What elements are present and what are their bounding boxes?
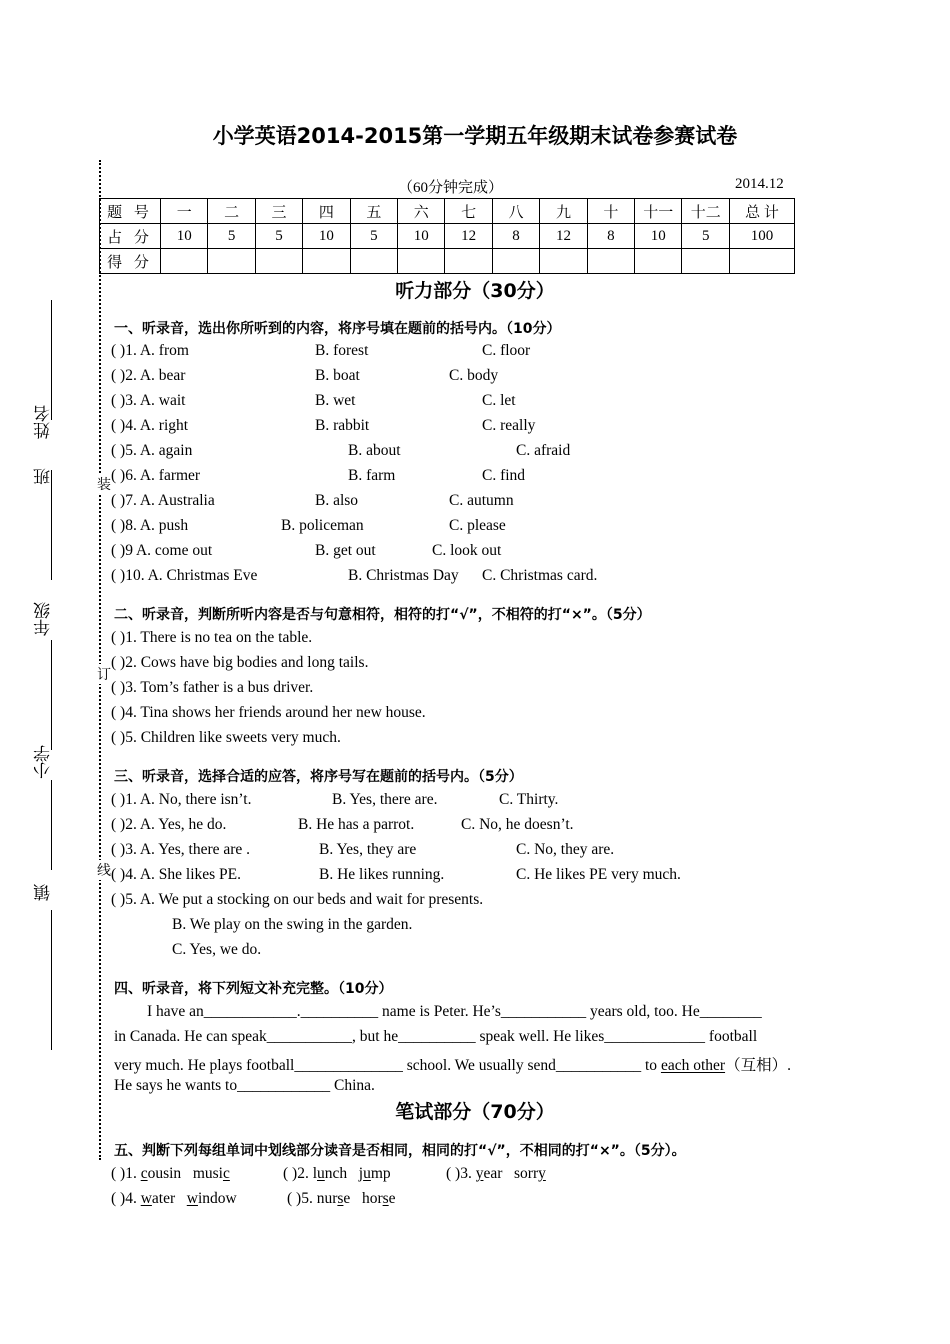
table-cell: 8	[492, 224, 539, 249]
question-number: ( )7. A. Australia	[111, 492, 215, 509]
option-b: B. also	[315, 492, 359, 509]
score-entry-cell[interactable]	[303, 249, 350, 274]
statement-item: ( )1. There is no tea on the table.	[111, 629, 313, 646]
option-c: C. body	[449, 367, 499, 384]
phonics-item: ( )1. cousin music	[111, 1165, 230, 1182]
table-cell: 三	[255, 199, 302, 224]
option-c: C. No, he doesn’t.	[461, 816, 574, 833]
option-c: C. Christmas card.	[482, 567, 598, 584]
score-entry-cell[interactable]	[587, 249, 634, 274]
phonics-item: ( )3. year sorry	[446, 1165, 546, 1182]
option-b: B. boat	[315, 367, 360, 384]
option-b: B. get out	[315, 542, 376, 559]
table-cell: 5	[255, 224, 302, 249]
table-cell: 十	[587, 199, 634, 224]
table-cell: 五	[350, 199, 397, 224]
listening-part-title: 听力部分（30分）	[395, 280, 555, 302]
school-blank-line	[51, 780, 52, 870]
name-label: 姓名	[34, 405, 54, 439]
section-3-title: 三、听录音，选择合适的应答，将序号写在题前的括号内。（5分）	[114, 769, 523, 785]
table-cell: 100	[730, 224, 795, 249]
option-c: C. He likes PE very much.	[516, 866, 681, 883]
grade-blank-line	[51, 640, 52, 750]
option-c: C. afraid	[516, 442, 571, 459]
option-b: B. farm	[348, 467, 396, 484]
table-cell: 二	[208, 199, 255, 224]
score-table	[99, 198, 795, 274]
table-cell: 七	[445, 199, 492, 224]
table-cell: 12	[540, 224, 587, 249]
option-c: C. autumn	[449, 492, 514, 509]
section-1-title: 一、听录音，选出你所听到的内容，将序号填在题前的括号内。（10分）	[114, 321, 561, 337]
score-entry-cell[interactable]	[208, 249, 255, 274]
question-number: ( )9 A. come out	[111, 542, 213, 559]
score-entry-cell[interactable]	[540, 249, 587, 274]
option-c: C. please	[449, 517, 506, 534]
time-note: （60分钟完成）	[398, 180, 504, 196]
binding-mark-ding: 订	[95, 664, 113, 684]
table-cell: 占 分	[100, 224, 161, 249]
option-b: B. Christmas Day	[348, 567, 459, 584]
question-number: ( )3. A. wait	[111, 392, 186, 409]
binding-mark-xian: 线	[95, 860, 113, 880]
table-cell: 5	[350, 224, 397, 249]
score-entry-cell[interactable]	[730, 249, 795, 274]
section-4-title: 四、听录音，将下列短文补充完整。（10分）	[114, 981, 393, 997]
exam-title: 小学英语2014-2015第一学期五年级期末试卷参赛试卷	[212, 124, 738, 148]
table-cell: 10	[398, 224, 445, 249]
section-5-title: 五、判断下列每组单词中划线部分读音是否相同，相同的打“√”，不相同的打“×”。（5分）。	[114, 1143, 686, 1159]
option-c: C. Yes, we do.	[172, 941, 262, 958]
statement-item: ( )4. Tina shows her friends around her new house.	[111, 704, 426, 721]
underlined-phrase: each other	[660, 1057, 726, 1074]
table-cell: 九	[540, 199, 587, 224]
table-cell: 总 计	[730, 199, 795, 224]
option-c: C. floor	[482, 342, 531, 359]
score-entry-cell[interactable]	[635, 249, 682, 274]
question-number: ( )5. A. again	[111, 442, 193, 459]
exam-date: 2014.12	[735, 176, 784, 192]
statement-item: ( )5. Children like sweets very much.	[111, 729, 341, 746]
option-b: B. We play on the swing in the garden.	[172, 916, 413, 933]
table-cell: 十一	[635, 199, 682, 224]
cloze-text: very much. He plays football______________ school. We usually send___________ to	[114, 1057, 661, 1074]
table-cell: 8	[587, 224, 634, 249]
class-blank-line	[51, 470, 52, 580]
option-b: B. He has a parrot.	[298, 816, 415, 833]
option-b: B. He likes running.	[319, 866, 445, 883]
option-c: C. look out	[432, 542, 502, 559]
option-b: B. Yes, they are	[319, 841, 417, 858]
option-b: B. about	[348, 442, 401, 459]
score-table-score-row	[100, 249, 795, 274]
cloze-line: I have an____________.__________ name is Peter. He’s___________ years old, too. He________	[147, 1003, 762, 1020]
question-number: ( )8. A. push	[111, 517, 189, 534]
score-entry-cell[interactable]	[350, 249, 397, 274]
option-c: C. No, they are.	[516, 841, 615, 858]
phonics-item: ( )2. lunch jump	[283, 1165, 391, 1182]
question-number: ( )4. A. She likes PE.	[111, 866, 242, 883]
table-cell: 十二	[682, 199, 730, 224]
score-entry-cell[interactable]	[255, 249, 302, 274]
class-label: 班	[34, 468, 54, 485]
cloze-line	[114, 1053, 791, 1075]
option-b: B. forest	[315, 342, 369, 359]
grade-label: 年级	[34, 602, 54, 636]
question-number: ( )5. A. We put a stocking on our beds and wait for presents.	[111, 891, 484, 908]
binding-dotted-line	[99, 160, 101, 1160]
statement-item: ( )3. Tom’s father is a bus driver.	[111, 679, 314, 696]
question-number: ( )3. A. Yes, there are .	[111, 841, 251, 858]
cloze-text: （互相）.	[725, 1057, 791, 1074]
question-number: ( )6. A. farmer	[111, 467, 201, 484]
option-b: B. rabbit	[315, 417, 370, 434]
section-2-title: 二、听录音，判断所听内容是否与句意相符，相符的打“√”，不相符的打“×”。（5分）	[114, 607, 651, 623]
question-number: ( )2. A. Yes, he do.	[111, 816, 227, 833]
option-c: C. find	[482, 467, 526, 484]
score-entry-cell[interactable]	[398, 249, 445, 274]
question-number: ( )4. A. right	[111, 417, 189, 434]
cloze-line: in Canada. He can speak___________, but he__________ speak well. He likes_____________ football	[114, 1028, 758, 1045]
score-entry-cell[interactable]	[492, 249, 539, 274]
score-entry-cell[interactable]	[161, 249, 208, 274]
score-table-header-row	[100, 199, 795, 224]
table-cell: 5	[682, 224, 730, 249]
question-number: ( )10. A. Christmas Eve	[111, 567, 258, 584]
table-cell: 一	[161, 199, 208, 224]
question-number: ( )1. A. from	[111, 342, 189, 359]
cloze-line: He says he wants to____________ China.	[114, 1077, 375, 1094]
option-c: C. really	[482, 417, 536, 434]
question-number: ( )1. A. No, there isn’t.	[111, 791, 252, 808]
phonics-item: ( )4. water window	[111, 1190, 237, 1207]
question-number: ( )2. A. bear	[111, 367, 186, 384]
writing-part-title: 笔试部分（70分）	[395, 1101, 555, 1123]
name-blank-line	[51, 300, 52, 420]
table-cell: 10	[161, 224, 208, 249]
town-blank-line	[51, 910, 52, 1050]
binding-mark-zhuang: 装	[95, 474, 113, 494]
table-cell: 得 分	[100, 249, 161, 274]
option-b: B. wet	[315, 392, 356, 409]
score-entry-cell[interactable]	[682, 249, 730, 274]
score-entry-cell[interactable]	[445, 249, 492, 274]
table-cell: 六	[398, 199, 445, 224]
table-cell: 12	[445, 224, 492, 249]
table-cell: 10	[303, 224, 350, 249]
table-cell: 题 号	[100, 199, 161, 224]
table-cell: 10	[635, 224, 682, 249]
statement-item: ( )2. Cows have big bodies and long tails.	[111, 654, 369, 671]
option-b: B. policeman	[281, 517, 364, 534]
phonics-item: ( )5. nurse horse	[287, 1190, 396, 1207]
table-cell: 四	[303, 199, 350, 224]
score-table-points-row	[100, 224, 795, 249]
option-b: B. Yes, there are.	[332, 791, 438, 808]
option-c: C. let	[482, 392, 516, 409]
option-c: C. Thirty.	[499, 791, 559, 808]
town-label: 镇	[34, 884, 54, 901]
school-label: 小学	[34, 745, 54, 779]
table-cell: 八	[492, 199, 539, 224]
table-cell: 5	[208, 224, 255, 249]
